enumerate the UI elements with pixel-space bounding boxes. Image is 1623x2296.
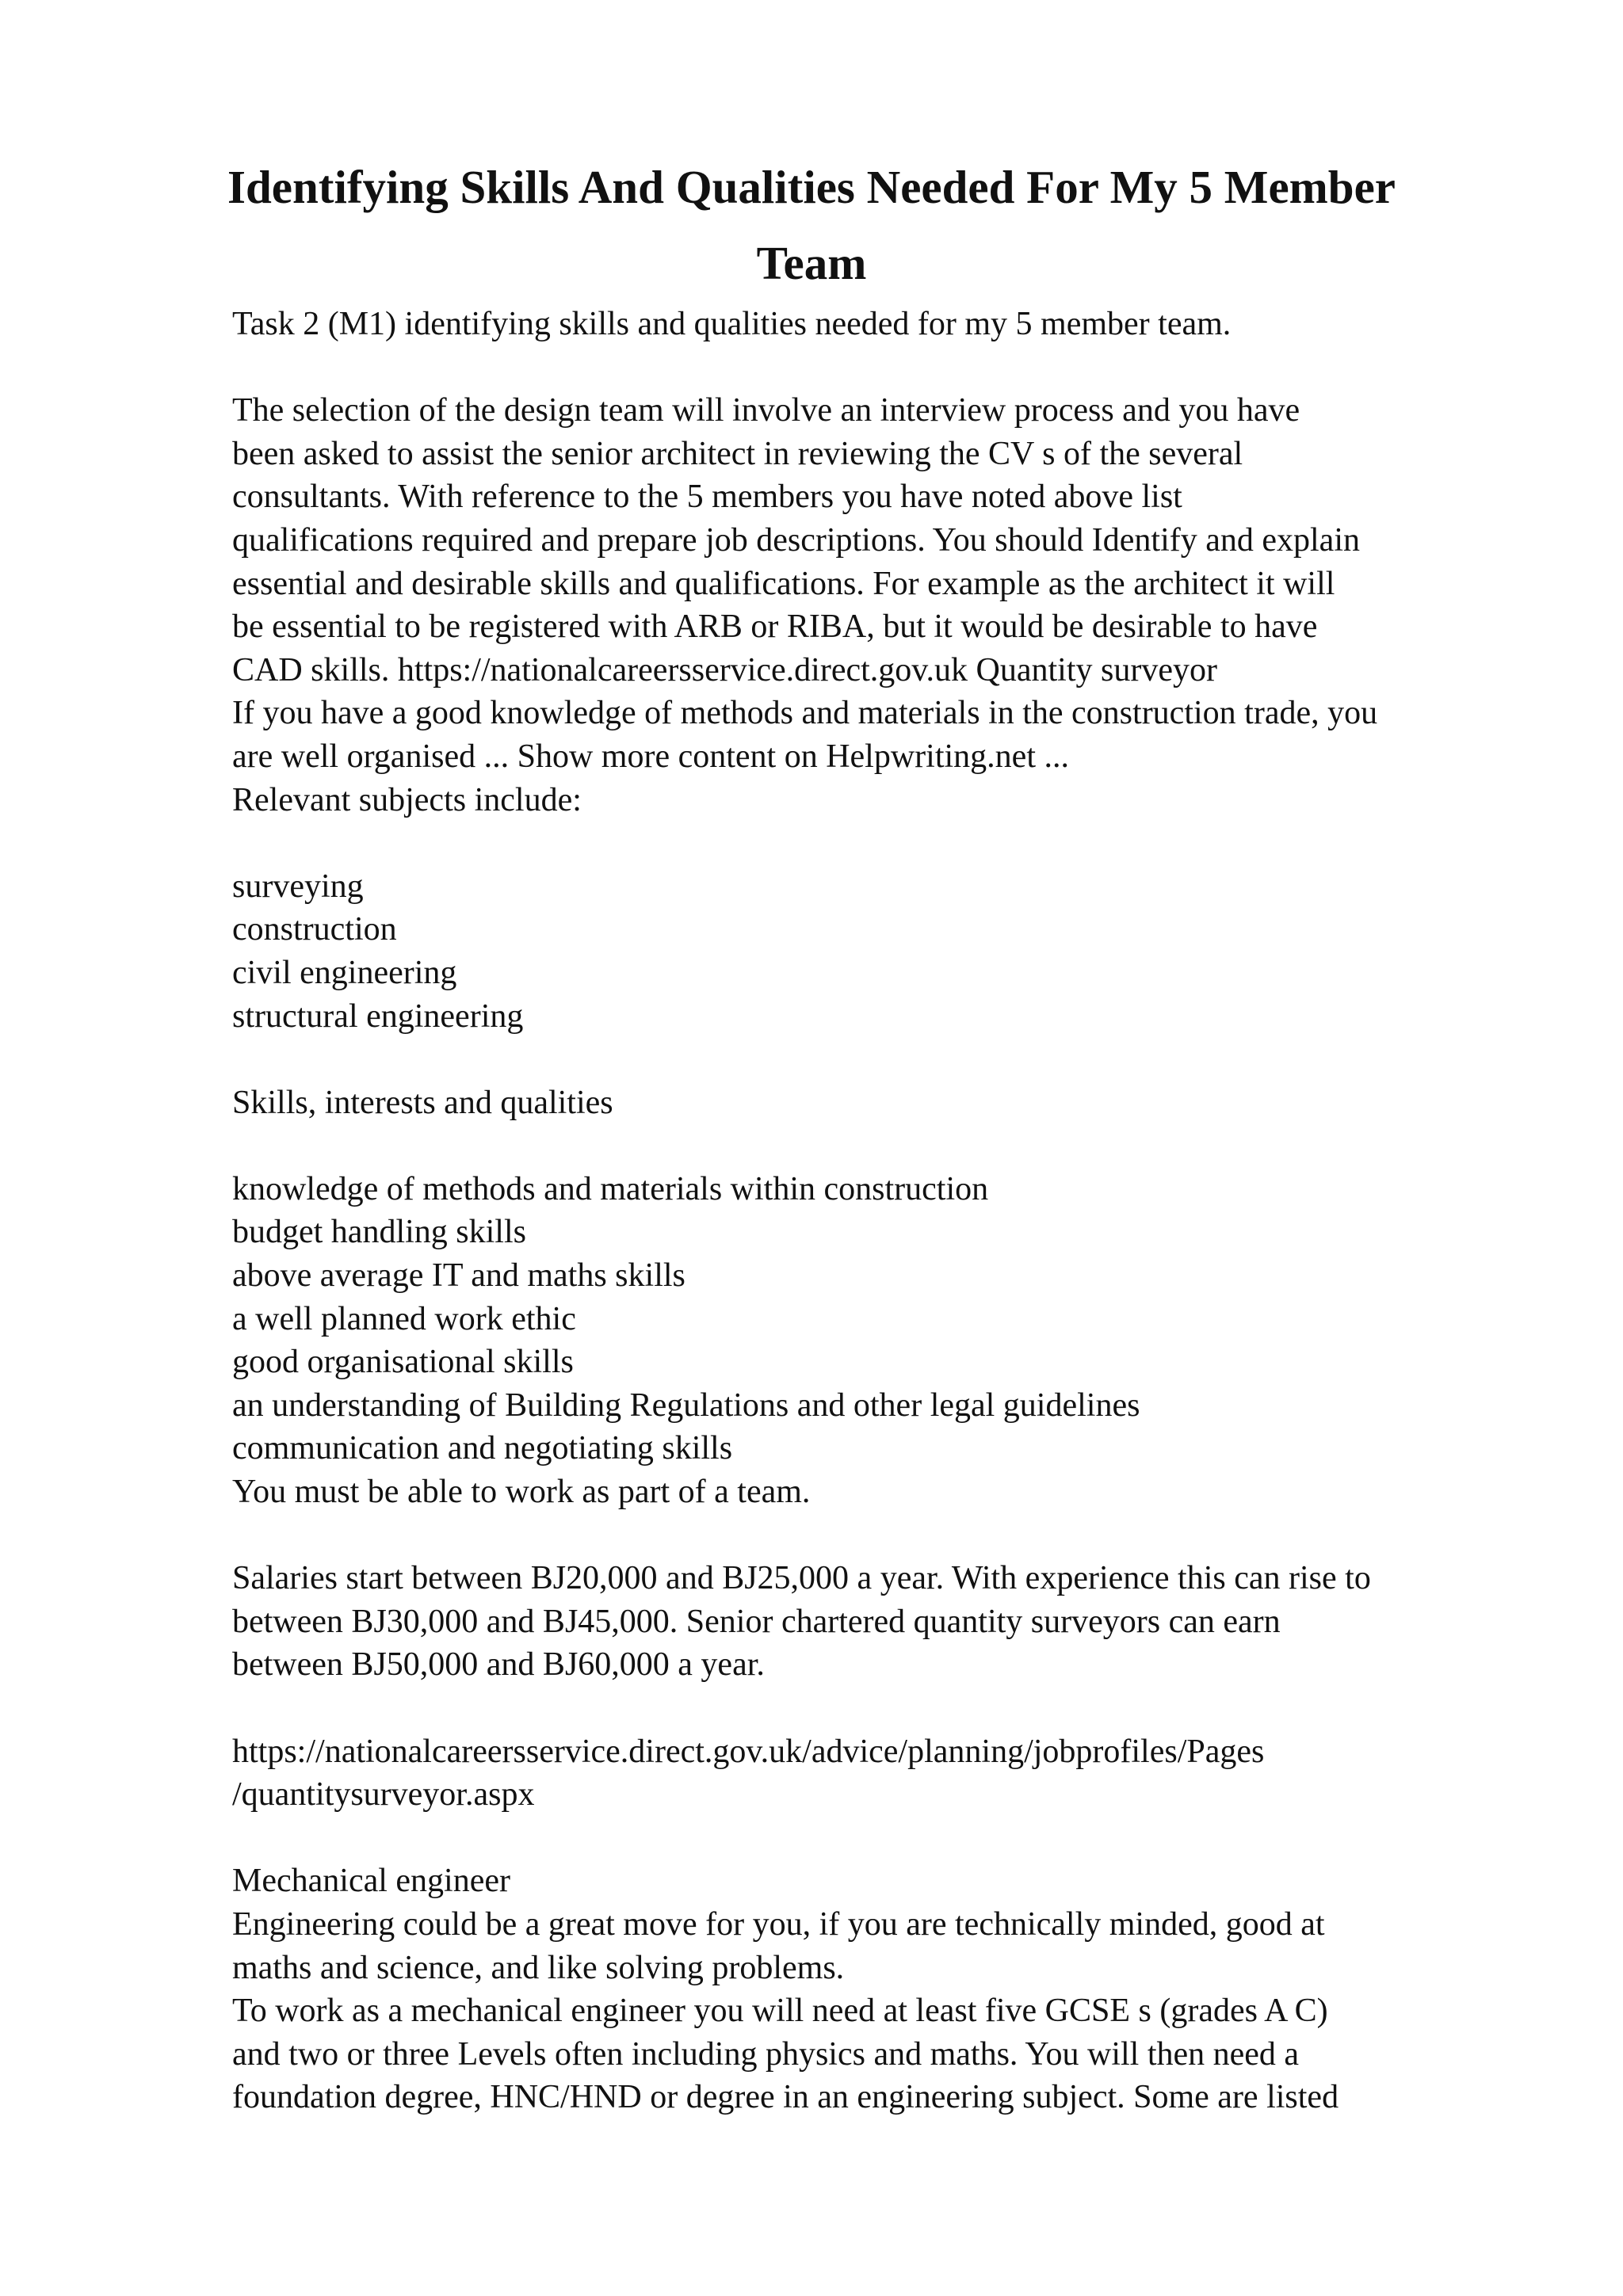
skills-heading (232, 1081, 1579, 1125)
spacer (232, 1038, 1579, 1081)
text-line: If you have a good knowledge of methods and materials in the construction trade, you (232, 695, 1378, 732)
text-line: maths and science, and like solving problems. (232, 1949, 845, 1986)
text-line: Salaries start between BJ20,000 and BJ25,000 a year. With experience this can rise to (232, 1560, 1371, 1597)
text-line: Task 2 (M1) identifying skills and qualities needed for my 5 member team. (232, 306, 1232, 342)
list-item: budget handling skills (232, 1214, 526, 1251)
text-line: CAD skills. https://nationalcareersservice.direct.gov.uk Quantity surveyor (232, 651, 1217, 688)
list-item: construction (232, 911, 397, 948)
spacer (232, 1687, 1579, 1730)
task-paragraph (232, 303, 1579, 346)
text-line: /quantitysurveyor.aspx (232, 1776, 535, 1814)
spacer (232, 1514, 1579, 1558)
spacer (232, 1817, 1579, 1860)
text-line: been asked to assist the senior architect in reviewing the CV s of the several (232, 435, 1243, 472)
list-item: above average IT and maths skills (232, 1257, 685, 1295)
subjects-list (232, 865, 1579, 1038)
document-title (158, 149, 1465, 301)
reference-link (232, 1730, 1579, 1817)
selection-paragraph (232, 389, 1579, 822)
text-line: are well organised ... Show more content on Helpwriting.net ... (232, 738, 1069, 775)
list-item: knowledge of methods and materials within construction (232, 1170, 989, 1207)
title-line: Identifying Skills And Qualities Needed For My 5 Member (227, 161, 1396, 213)
text-line: and two or three Levels often including physics and maths. You will then need a (232, 2035, 1300, 2073)
title-line: Team (756, 237, 867, 289)
spacer (232, 822, 1579, 865)
mechanical-engineer-section (232, 1859, 1579, 2119)
text-line: consultants. With reference to the 5 members you have noted above list (232, 479, 1182, 516)
text-line: essential and desirable skills and qualifications. For example as the architect it will (232, 565, 1335, 602)
text-line: To work as a mechanical engineer you will need at least five GCSE s (grades A C) (232, 1993, 1328, 2030)
list-item: structural engineering (232, 997, 524, 1035)
list-item: a well planned work ethic (232, 1300, 576, 1337)
text-line: between BJ50,000 and BJ60,000 a year. (232, 1646, 765, 1684)
list-item: an understanding of Building Regulations and other legal guidelines (232, 1386, 1140, 1424)
spacer (232, 346, 1579, 390)
list-item: You must be able to work as part of a team. (232, 1474, 811, 1511)
salaries-paragraph (232, 1557, 1579, 1687)
list-item: surveying (232, 868, 364, 905)
list-item: civil engineering (232, 954, 457, 991)
text-line: qualifications required and prepare job descriptions. You should Identify and explain (232, 521, 1360, 559)
text-line: Engineering could be a great move for you, if you are technically minded, good at (232, 1905, 1325, 1943)
spacer (232, 1124, 1579, 1168)
text-line: foundation degree, HNC/HND or degree in an engineering subject. Some are listed (232, 2079, 1339, 2116)
document-body (232, 303, 1579, 2119)
text-line: between BJ30,000 and BJ45,000. Senior chartered quantity surveyors can earn (232, 1603, 1281, 1640)
text-line: The selection of the design team will involve an interview process and you have (232, 392, 1300, 429)
section-heading: Skills, interests and qualities (232, 1084, 613, 1121)
list-item: good organisational skills (232, 1344, 574, 1381)
text-line: Mechanical engineer (232, 1863, 510, 1900)
text-line: be essential to be registered with ARB or RIBA, but it would be desirable to have (232, 608, 1318, 646)
skills-list (232, 1168, 1579, 1514)
text-line: https://nationalcareersservice.direct.gov.uk/advice/planning/jobprofiles/Pages (232, 1733, 1265, 1770)
list-item: communication and negotiating skills (232, 1430, 733, 1467)
text-line: Relevant subjects include: (232, 781, 582, 818)
